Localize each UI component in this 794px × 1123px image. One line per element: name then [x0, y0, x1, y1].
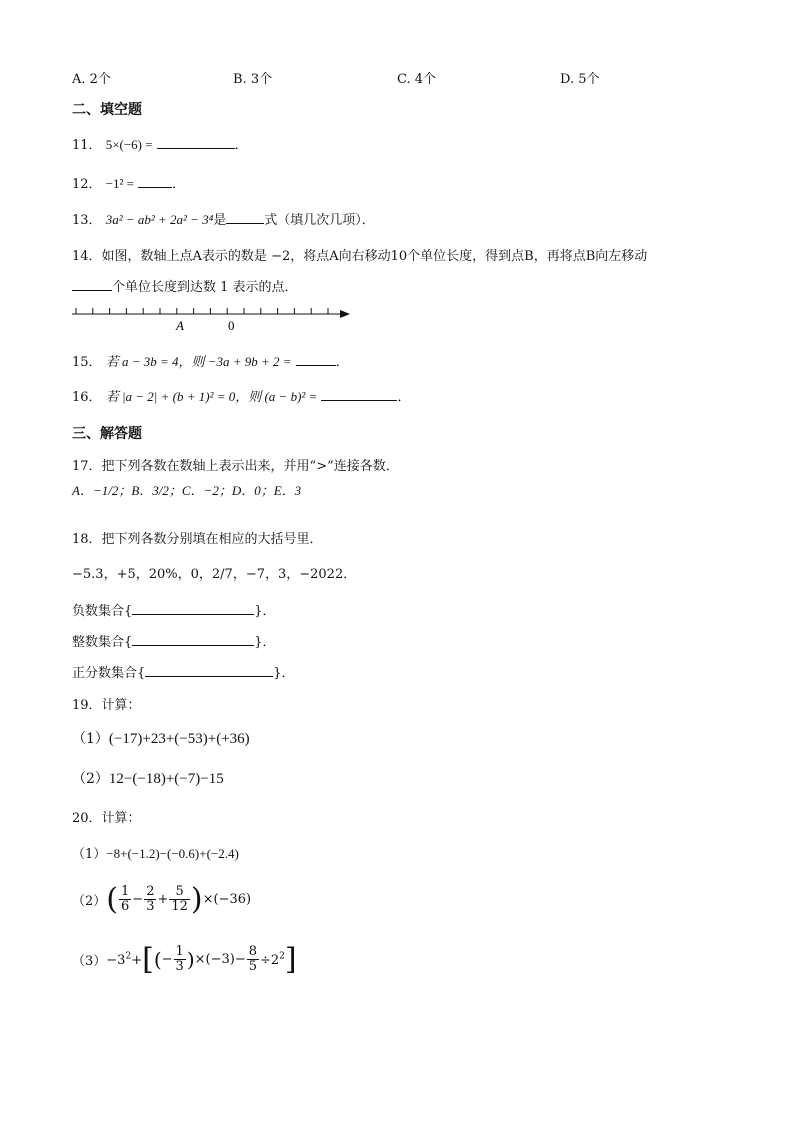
- choice-c: C. 4个: [397, 72, 437, 87]
- choice-d: D. 5个: [560, 72, 600, 87]
- q15-end: ．: [335, 355, 349, 370]
- question-11: [72, 134, 248, 153]
- q19-text: 计算：: [101, 698, 141, 713]
- q17-number: 17．: [72, 459, 102, 474]
- q14-text2: 个单位长度到达数 1 表示的点．: [112, 280, 298, 295]
- q15-blank: [296, 353, 336, 366]
- q20-part1: [72, 843, 239, 862]
- q20-p3-lbracket: [: [142, 942, 154, 977]
- choice-b: B. 3个: [233, 72, 273, 87]
- q11-expr: 5×(−6) =: [105, 137, 153, 152]
- q18-positive-blank: [145, 664, 273, 677]
- q19-number: 19．: [72, 698, 102, 713]
- q20-part3-label: （3）: [72, 954, 107, 969]
- q18-negative-set: [72, 600, 276, 619]
- q20-part3: $(3)-3^2+[(-$ $\frac{1}{3}$ )×(−3)− $\frac{8}{5}$ $\div 2^2$]: [72, 942, 297, 977]
- q13-tail2: 式（填几次几项）．: [264, 213, 375, 228]
- q12-end: ．: [172, 177, 186, 192]
- q20-p2-lparen: (: [106, 882, 118, 917]
- q16-blank: [321, 388, 397, 401]
- number-line-label-a: A: [176, 318, 184, 333]
- q13-tail: 是: [213, 213, 227, 228]
- q18-integer-blank: [132, 633, 254, 646]
- q20-text: 计算：: [101, 811, 141, 826]
- q18-negative-label: 负数集合{: [72, 604, 133, 619]
- q14-text: 如图，数轴上点A表示的数是 −2，将点A向右移动10个单位长度，得到点B，再将点B向左移动: [101, 249, 648, 264]
- question-14-line2: [72, 276, 298, 295]
- q14-blank: [72, 278, 112, 291]
- q15-expr: 若 a − 3b = 4，则 −3a + 9b + 2 =: [105, 354, 292, 369]
- q11-end: ．: [234, 138, 248, 153]
- q14-number: 14．: [72, 249, 102, 264]
- question-20: [72, 807, 141, 826]
- q12-expr: −1² =: [105, 176, 134, 191]
- question-17: [72, 455, 399, 474]
- q20-p3-rbracket: ]: [284, 942, 297, 977]
- question-14-line1: [72, 245, 647, 264]
- q18-positive-close: }．: [273, 666, 295, 681]
- q20-part1-label: （1）: [72, 847, 107, 862]
- q18-number: 18．: [72, 532, 102, 547]
- q20-p2-rparen: ): [190, 882, 203, 917]
- q19-part2-label: （2）: [72, 771, 109, 787]
- q17-text: 把下列各数在数轴上表示出来，并用“>”连接各数．: [101, 459, 399, 474]
- section-solve: 三、解答题: [72, 426, 142, 442]
- q20-part1-expr: −8+(−1.2)−(−0.6)+(−2.4): [106, 846, 239, 861]
- q15-number: 15．: [72, 355, 102, 370]
- choice-a: A. 2个: [72, 72, 111, 87]
- question-13: [72, 209, 375, 228]
- q18-positive-label: 正分数集合{: [72, 666, 146, 681]
- q18-negative-blank: [132, 602, 254, 615]
- number-line-label-0: 0: [228, 318, 235, 333]
- question-18: [72, 528, 323, 547]
- q11-number: 11．: [72, 138, 102, 153]
- q19-part2-expr: 12−(−18)+(−7)−15: [108, 771, 224, 787]
- q20-number: 20．: [72, 811, 102, 826]
- q18-text: 把下列各数分别填在相应的大括号里．: [101, 532, 323, 547]
- q12-number: 12．: [72, 177, 102, 192]
- question-19: [72, 694, 141, 713]
- q19-part2: [72, 768, 224, 788]
- q16-end: ．: [397, 390, 411, 405]
- question-15: [72, 351, 349, 370]
- q18-negative-close: }．: [254, 604, 276, 619]
- q19-part1-expr: (−17)+23+(−53)+(+36): [108, 731, 250, 747]
- q13-number: 13．: [72, 213, 102, 228]
- q11-blank: [157, 136, 235, 149]
- q16-number: 16．: [72, 390, 102, 405]
- q19-part1-label: （1）: [72, 731, 109, 747]
- q20-part2-label: （2）: [72, 894, 107, 909]
- q18-positive-fraction-set: [72, 662, 295, 681]
- question-12: [72, 173, 185, 192]
- q18-integer-label: 整数集合{: [72, 635, 133, 650]
- number-line: [68, 302, 358, 336]
- q20-part2: （2）( $\frac{1}{6}$ − $\frac{2}{3}$ + $\frac{5}{12}$ )×(−36): [72, 882, 252, 917]
- q18-numbers: −5.3，+5，20%，0，2/7，−7，3，−2022．: [72, 567, 357, 582]
- q17-items: A．−1/2；B．3/2；C．−2；D．0；E．3: [72, 483, 302, 498]
- q16-expr: 若 |a − 2| + (b + 1)² = 0，则 (a − b)² =: [105, 389, 318, 404]
- q13-expr: 3a² − ab² + 2a² − 3⁴: [105, 212, 214, 227]
- q19-part1: [72, 728, 250, 748]
- q12-blank: [138, 175, 172, 188]
- q18-integer-close: }．: [254, 635, 276, 650]
- q13-blank: [226, 211, 264, 224]
- q18-integer-set: [72, 631, 276, 650]
- section-fill-in: 二、填空题: [72, 102, 142, 118]
- question-16: [72, 386, 411, 405]
